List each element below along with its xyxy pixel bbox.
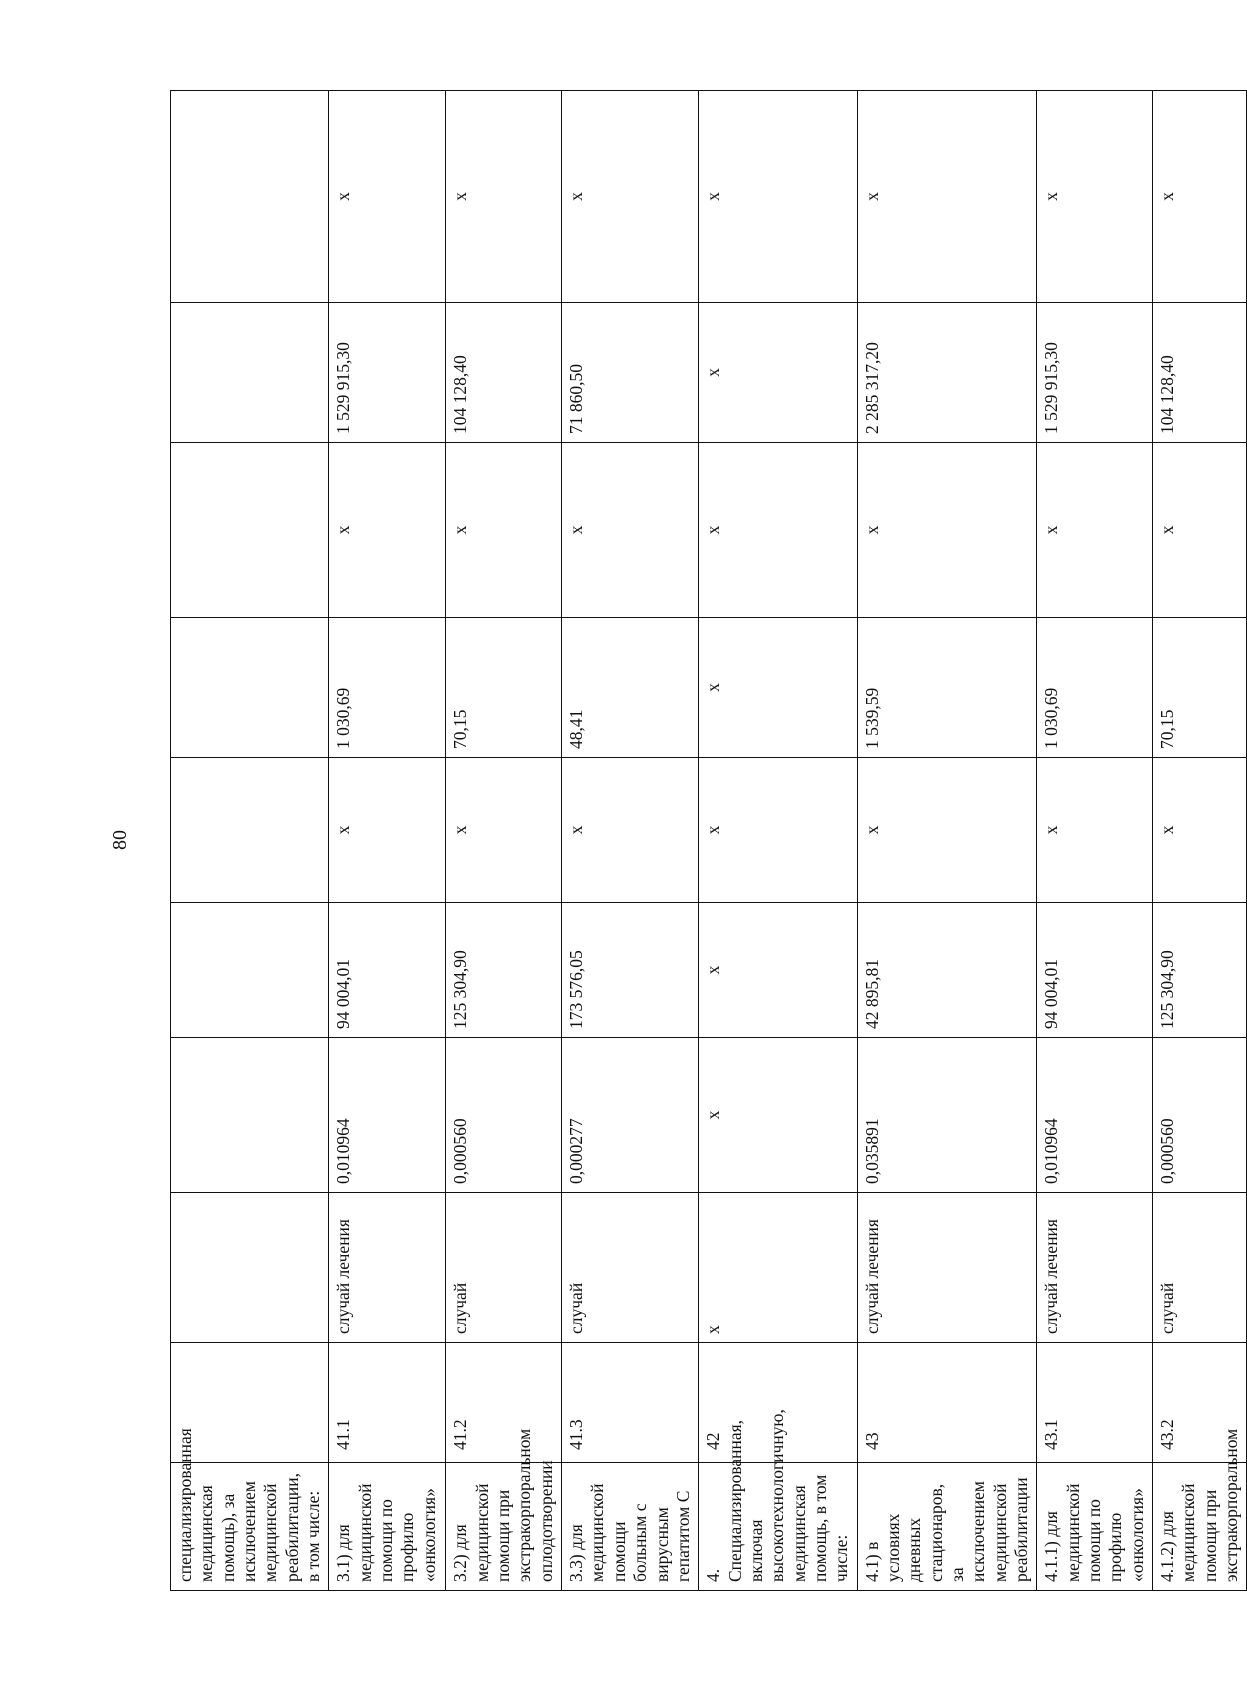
table-row — [171, 91, 329, 1591]
col9-cell: 2 285 317,20 — [857, 303, 1037, 443]
col7-cell: 1 539,59 — [857, 618, 1037, 758]
cost-cell: 94 004,01 — [1037, 903, 1153, 1038]
unit-cell: случай лечения — [329, 1193, 446, 1343]
row-code: 42 — [699, 1343, 857, 1463]
col9-cell: 104 128,40 — [1153, 303, 1247, 443]
col10-cell: x — [1153, 91, 1247, 303]
col9-cell: 71 860,50 — [562, 303, 699, 443]
cost-cell: 94 004,01 — [329, 903, 446, 1038]
unit-cell: случай — [1153, 1193, 1247, 1343]
row-label: 3.2) для медицинской помощи при экстракорпоральном оплодотворении — [446, 1463, 562, 1591]
col7-cell: 70,15 — [446, 618, 562, 758]
col10-cell: x — [562, 91, 699, 303]
unit-cell — [171, 1193, 329, 1343]
unit-cell: случай лечения — [857, 1193, 1037, 1343]
col6-cell: x — [562, 758, 699, 903]
row-code: 41.2 — [446, 1343, 562, 1463]
col10-cell: x — [329, 91, 446, 303]
table-row — [699, 91, 857, 1591]
row-label: 4.1) в условиях дневных стационаров, за исключением медицинской реабилитации — [857, 1463, 1037, 1591]
col10-cell: x — [699, 91, 857, 303]
row-code: 43.1 — [1037, 1343, 1153, 1463]
unit-cell: x — [699, 1193, 857, 1343]
col7-cell: 48,41 — [562, 618, 699, 758]
row-label: специализированная медицинская помощь), за исключением медицинской реабилитации, в том числе: — [171, 1463, 329, 1591]
col8-cell: x — [446, 443, 562, 618]
col7-cell: 70,15 — [1153, 618, 1247, 758]
col10-cell: x — [446, 91, 562, 303]
row-code: 43 — [857, 1343, 1037, 1463]
col10-cell: x — [857, 91, 1037, 303]
col7-cell: x — [699, 618, 857, 758]
col10-cell — [171, 91, 329, 303]
col8-cell: x — [562, 443, 699, 618]
table-row — [446, 91, 562, 1591]
col9-cell: 1 529 915,30 — [329, 303, 446, 443]
col10-cell: x — [1037, 91, 1153, 303]
table-row — [1037, 91, 1153, 1591]
data-table — [170, 90, 1247, 1591]
page-number: 80 — [109, 830, 131, 850]
col8-cell: x — [1153, 443, 1247, 618]
col6-cell: x — [857, 758, 1037, 903]
row-label: 4.1.1) для медицинской помощи по профилю «онкология» — [1037, 1463, 1153, 1591]
norm-cell — [171, 1038, 329, 1193]
row-label: 4. Специализированная, включая высокотехнологичную, медицинская помощь, в том числе: — [699, 1463, 857, 1591]
cost-cell — [171, 903, 329, 1038]
row-code: 41.3 — [562, 1343, 699, 1463]
col8-cell: x — [1037, 443, 1153, 618]
cost-cell: 173 576,05 — [562, 903, 699, 1038]
unit-cell: случай лечения — [1037, 1193, 1153, 1343]
table-row — [329, 91, 446, 1591]
col6-cell — [171, 758, 329, 903]
norm-cell: x — [699, 1038, 857, 1193]
row-label: 3.3) для медицинской помощи больным с вирусным гепатитом С — [562, 1463, 699, 1591]
cost-cell: 125 304,90 — [446, 903, 562, 1038]
norm-cell: 0,000560 — [1153, 1038, 1247, 1193]
col8-cell: x — [329, 443, 446, 618]
col7-cell: 1 030,69 — [329, 618, 446, 758]
cost-cell: x — [699, 903, 857, 1038]
col6-cell: x — [1153, 758, 1247, 903]
col7-cell — [171, 618, 329, 758]
norm-cell: 0,000277 — [562, 1038, 699, 1193]
col9-cell — [171, 303, 329, 443]
rotated-table-container — [170, 91, 1242, 1591]
col9-cell: 1 529 915,30 — [1037, 303, 1153, 443]
row-label: 3.1) для медицинской помощи по профилю «онкология» — [329, 1463, 446, 1591]
cost-cell: 42 895,81 — [857, 903, 1037, 1038]
col8-cell: x — [699, 443, 857, 618]
unit-cell: случай — [446, 1193, 562, 1343]
col8-cell: x — [857, 443, 1037, 618]
table-row — [562, 91, 699, 1591]
cost-cell: 125 304,90 — [1153, 903, 1247, 1038]
table-row — [857, 91, 1037, 1591]
col7-cell: 1 030,69 — [1037, 618, 1153, 758]
col6-cell: x — [699, 758, 857, 903]
col8-cell — [171, 443, 329, 618]
col6-cell: x — [329, 758, 446, 903]
col9-cell: 104 128,40 — [446, 303, 562, 443]
norm-cell: 0,000560 — [446, 1038, 562, 1193]
row-code: 41.1 — [329, 1343, 446, 1463]
unit-cell: случай — [562, 1193, 699, 1343]
table-row — [1153, 91, 1247, 1591]
col6-cell: x — [446, 758, 562, 903]
col6-cell: x — [1037, 758, 1153, 903]
norm-cell: 0,010964 — [1037, 1038, 1153, 1193]
col9-cell: x — [699, 303, 857, 443]
row-code: 43.2 — [1153, 1343, 1247, 1463]
norm-cell: 0,035891 — [857, 1038, 1037, 1193]
norm-cell: 0,010964 — [329, 1038, 446, 1193]
row-label: 4.1.2) для медицинской помощи при экстракорпоральном — [1153, 1463, 1247, 1591]
